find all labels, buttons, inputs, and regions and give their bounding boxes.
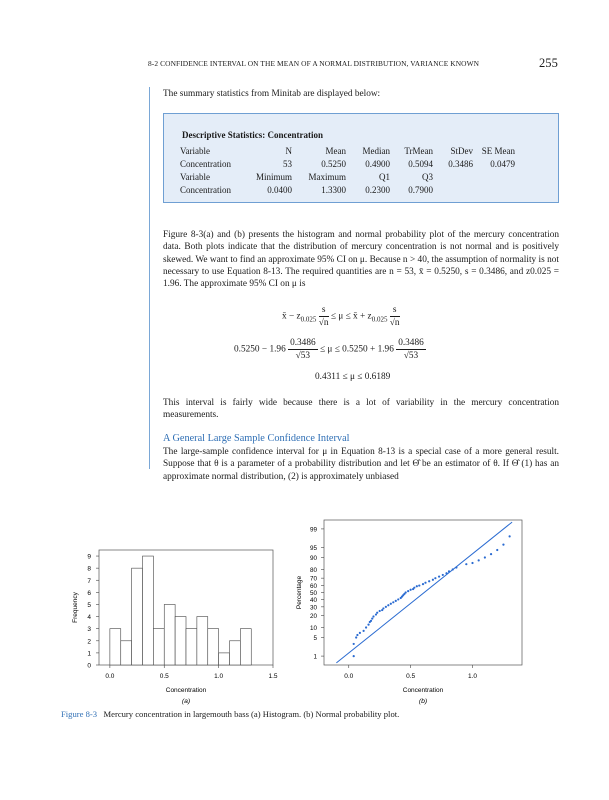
table-cell: [473, 183, 515, 196]
data-point: [418, 584, 420, 586]
data-point: [438, 575, 440, 577]
eq-num: s: [390, 304, 400, 317]
data-point: [509, 535, 511, 537]
histogram-bar: [143, 556, 154, 665]
x-tick-label: 1.0: [214, 673, 224, 680]
histogram-bar: [240, 629, 251, 665]
data-point: [363, 630, 365, 632]
data-point: [356, 634, 358, 636]
data-point: [424, 582, 426, 584]
eq-den: √n: [389, 318, 400, 328]
eq-text: ≤ μ ≤ x̄ + z: [330, 311, 372, 322]
eq-fraction: [390, 304, 400, 329]
data-point: [478, 559, 480, 561]
data-point: [455, 566, 457, 568]
data-point: [428, 580, 430, 582]
y-tick-label: 99: [309, 526, 317, 534]
table-cell: StDev: [450, 146, 473, 157]
data-point: [416, 585, 418, 587]
y-tick-label: 60: [309, 583, 317, 591]
x-tick-label: 0.0: [105, 673, 115, 680]
table-cell: 0.5094: [408, 159, 433, 170]
panel-label: (a): [181, 698, 191, 705]
y-axis-label: Frequency: [72, 592, 79, 623]
table-cell: 0.0479: [490, 159, 515, 170]
eq-sub: 0.025: [300, 315, 317, 324]
data-point: [365, 626, 367, 628]
data-point: [413, 587, 415, 589]
table-row: [180, 171, 515, 184]
panel-label: (b): [418, 698, 428, 705]
eq-num: s: [319, 304, 329, 317]
table-cell: [473, 171, 515, 184]
eq-fraction: [288, 337, 318, 362]
y-tick-label: 4: [87, 614, 91, 622]
data-point: [395, 600, 397, 602]
eq-num: 0.3486: [290, 338, 316, 348]
table-cell: 0.0400: [267, 184, 292, 195]
y-axis-label: Percentage: [296, 575, 303, 610]
y-tick-label: 6: [87, 589, 91, 597]
data-point: [382, 607, 384, 609]
data-point: [422, 583, 424, 585]
data-point: [371, 617, 373, 619]
table-cell: Concentration: [180, 159, 231, 170]
y-tick-label: 1: [87, 650, 91, 658]
table-cell: 0.5250: [321, 159, 346, 170]
x-axis-label: Concentration: [402, 687, 444, 694]
eq-num: 0.3486: [398, 338, 424, 348]
stats-title: Descriptive Statistics: Concentration: [182, 130, 323, 140]
table-cell: Q1: [379, 171, 390, 182]
table-cell: 0.2300: [365, 184, 390, 195]
eq-fraction: [319, 304, 329, 329]
table-cell: 1.3300: [321, 184, 346, 195]
stats-table: [180, 145, 515, 196]
margin-rule: [149, 87, 150, 469]
y-tick-label: 50: [309, 590, 317, 597]
y-tick-label: 8: [87, 565, 91, 573]
histogram-bar: [121, 641, 132, 665]
caption-label: Figure 8-3: [61, 709, 98, 719]
data-point: [445, 572, 447, 574]
x-axis-label: Concentration: [165, 687, 207, 694]
y-tick-label: 0: [87, 662, 91, 670]
data-point: [379, 610, 381, 612]
caption-text: Mercury concentration in largemouth bass (a) Histogram. (b) Normal probability plot.: [103, 709, 400, 719]
histogram-bar: [132, 568, 143, 665]
histogram-bar: [110, 629, 121, 665]
paragraph-general: The large-sample confidence interval for μ in Equation 8-13 is a special case of a more general result. Suppose that θ is a parameter of a probability distribution and let Θ̂ be an estimator of θ. If Θ̂ (1) has an approximate normal distribution, (2) is approximately unbiased: [163, 447, 559, 482]
data-point: [390, 603, 392, 605]
histogram-bar: [208, 629, 219, 665]
data-point: [410, 589, 412, 591]
table-cell: Maximum: [308, 171, 346, 182]
y-tick-label: 20: [309, 613, 317, 621]
histogram-bar: [175, 617, 186, 665]
data-point: [490, 553, 492, 555]
y-tick-label: 7: [87, 577, 91, 585]
table-cell: Concentration: [180, 184, 231, 195]
y-tick-label: 10: [309, 625, 317, 633]
data-point: [387, 604, 389, 606]
y-tick-label: 5: [87, 601, 91, 609]
stats-box: [163, 113, 559, 203]
histogram-bar: [197, 617, 208, 665]
equation-line-3: 0.4311 ≤ μ ≤ 0.6189: [315, 372, 391, 382]
data-point: [496, 549, 498, 551]
eq-sub: 0.025: [371, 315, 388, 324]
data-point: [465, 563, 467, 565]
data-point: [397, 598, 399, 600]
section-title: A General Large Sample Confidence Interval: [163, 433, 350, 444]
y-tick-label: 30: [309, 604, 317, 612]
table-row: [180, 158, 515, 171]
y-tick-label: 9: [87, 553, 91, 561]
data-point: [484, 556, 486, 558]
data-point: [392, 601, 394, 603]
data-point: [405, 591, 407, 593]
x-tick-label: 0.0: [344, 673, 354, 680]
paragraph-interval: This interval is fairly wide because there is a lot of variability in the mercury concentration measurements.: [163, 398, 559, 421]
table-cell: TrMean: [404, 146, 433, 157]
histogram-bar: [164, 604, 175, 665]
table-cell: 0.7900: [408, 184, 433, 195]
paragraph-analysis: Figure 8-3(a) and (b) presents the histogram and normal probability plot of the mercury concentration data. Both plots indicate that the distribution of mercury concentration is not normal and is positively skewed. We want to find an approximate 95% CI on μ. Because n > 40, the assumption of normality is not necessary to use Equation 8-13. The required quantities are n = 53, x̄ = 0.5250, s = 0.3486, and z0.025 = 1.96. The approximate 95% CI on μ is: [163, 230, 559, 290]
normal-probability-chart: [290, 515, 530, 715]
page-number: 255: [538, 56, 558, 70]
histogram-bar: [230, 641, 241, 665]
histogram-bar: [153, 629, 164, 665]
y-tick-label: 70: [309, 575, 317, 583]
y-tick-label: 1: [313, 653, 317, 661]
x-tick-label: 0.5: [159, 673, 169, 680]
data-point: [407, 590, 409, 592]
table-cell: Variable: [180, 171, 210, 182]
equation-line-2: [234, 337, 426, 362]
table-cell: Variable: [180, 146, 210, 157]
data-point: [502, 544, 504, 546]
data-point: [375, 613, 377, 615]
data-point: [353, 643, 355, 645]
x-tick-label: 1.0: [467, 673, 478, 680]
data-point: [359, 632, 361, 634]
table-cell: SE Mean: [481, 146, 515, 157]
x-tick-label: 1.5: [268, 673, 278, 680]
histogram-bar: [186, 629, 197, 665]
table-cell: [433, 171, 473, 184]
eq-den: √53: [403, 351, 419, 361]
equation-line-1: [282, 304, 400, 329]
table-cell: [433, 183, 473, 196]
eq-den: √n: [318, 318, 329, 328]
table-cell: N: [285, 146, 292, 157]
eq-text: 0.5250 − 1.96: [234, 344, 286, 355]
data-point: [372, 615, 374, 617]
table-row: [180, 183, 515, 196]
table-cell: Mean: [325, 146, 346, 157]
data-point: [442, 574, 444, 576]
eq-den: √53: [295, 351, 311, 361]
data-point: [367, 624, 369, 626]
table-cell: Q3: [422, 171, 433, 182]
y-tick-label: 40: [309, 596, 317, 604]
data-point: [434, 577, 436, 579]
data-point: [370, 620, 372, 622]
histogram-chart: [55, 545, 285, 715]
data-point: [471, 562, 473, 564]
fit-line: [336, 522, 512, 663]
x-tick-label: 0.5: [406, 673, 416, 680]
data-point: [385, 606, 387, 608]
y-tick-label: 3: [87, 626, 91, 634]
data-point: [353, 655, 355, 657]
data-point: [376, 612, 378, 614]
y-tick-label: 2: [87, 638, 91, 646]
y-tick-label: 95: [309, 545, 317, 553]
data-point: [355, 636, 357, 638]
table-row: [180, 145, 515, 158]
data-point: [452, 568, 454, 570]
data-point: [432, 579, 434, 581]
table-cell: 0.4900: [365, 159, 390, 170]
table-cell: 53: [283, 159, 292, 170]
figure-caption: [61, 709, 399, 719]
intro-text: The summary statistics from Minitab are displayed below:: [163, 89, 381, 99]
data-point: [448, 570, 450, 572]
eq-text: x̄ − z: [282, 311, 301, 322]
table-cell: Minimum: [255, 171, 292, 182]
y-tick-label: 90: [309, 554, 317, 562]
running-header: [148, 56, 558, 70]
histogram-bar: [219, 653, 230, 665]
table-cell: 0.3486: [448, 159, 473, 170]
eq-text: ≤ μ ≤ 0.5250 + 1.96: [319, 344, 394, 355]
y-tick-label: 80: [309, 566, 317, 574]
eq-fraction: [396, 337, 426, 362]
y-tick-label: 5: [313, 634, 317, 642]
running-title: 8-2 CONFIDENCE INTERVAL ON THE MEAN OF A NORMAL DISTRIBUTION, VARIANCE KNOWN: [148, 59, 480, 68]
table-cell: Median: [362, 146, 390, 157]
